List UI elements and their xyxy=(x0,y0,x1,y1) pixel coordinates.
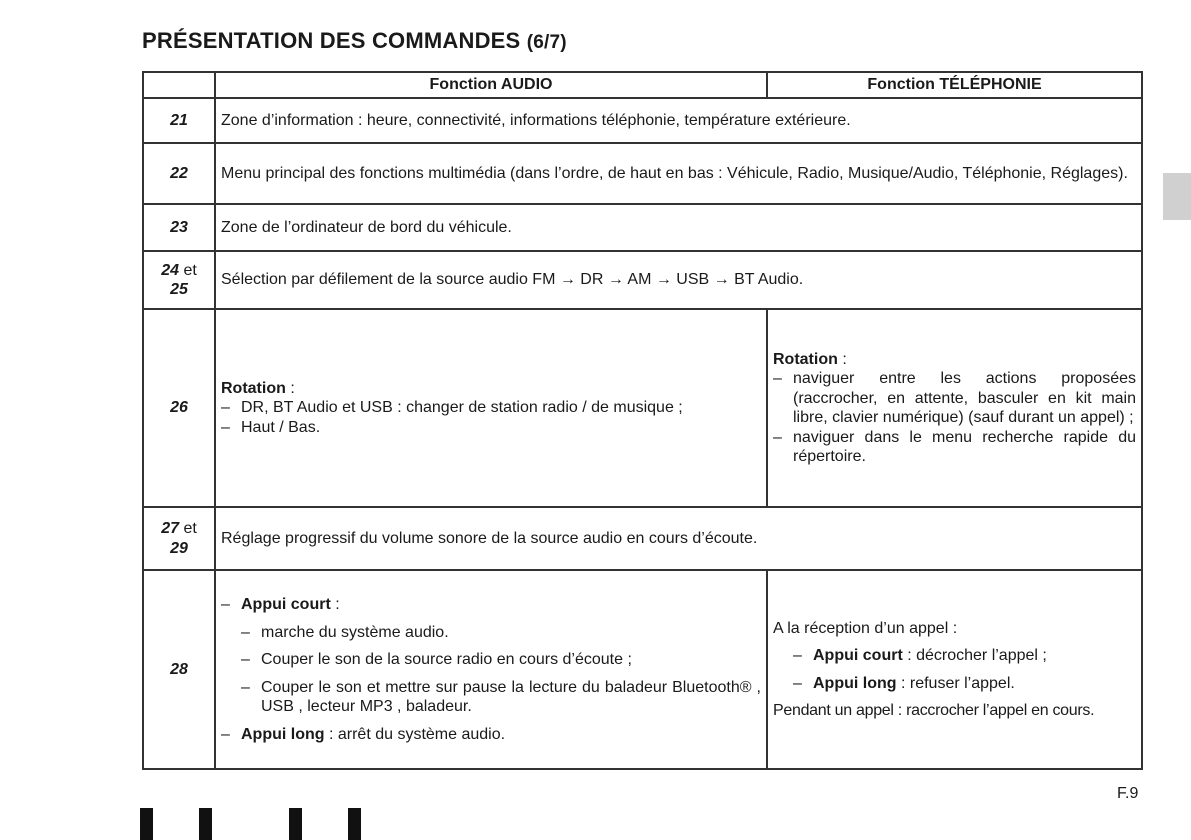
telephony-cell: A la réception d’un appel : – Appui court : décrocher l’appel ; – Appui long : refuser l’appel. Pendant un appel : raccrocher l’appel en cours. xyxy=(767,570,1142,769)
table-header-row xyxy=(143,72,1142,98)
crop-mark xyxy=(199,808,212,840)
table-row: 22 Menu principal des fonctions multimédia (dans l’ordre, de haut en bas : Véhicule, Radio, Musique/Audio, Téléphonie, Réglages). xyxy=(143,143,1142,204)
controls-table xyxy=(142,71,1143,770)
telephony-cell: Rotation : – naviguer entre les actions proposées (raccrocher, en attente, basculer en kit main libre, clavier numérique) (sauf durant un appel) ; – naviguer dans le menu recherche rapide du répertoire. xyxy=(767,309,1142,507)
table-row: 28 – Appui court : – marche du système audio. – Couper le son de la source radio en cours d’écoute ; – Couper le son et mettre sur pause la lecture du baladeur Bluetooth® , USB , lecteur MP3 , baladeur. – Appui long : arrêt du système audio. A la réception d’un appel : – Appui court : décrocher l’appel ; – Appui long : refuser l’appel. Pendant un appel : raccrocher l’appel en cours. xyxy=(143,570,1142,769)
table-row: 21 Zone d’information : heure, connectivité, informations téléphonie, température extérieure. xyxy=(143,98,1142,143)
crop-mark xyxy=(140,808,153,840)
header-telephony: Fonction TÉLÉPHONIE xyxy=(767,72,1142,98)
table-row: 26 Rotation : – DR, BT Audio et USB : changer de station radio / de musique ; – Haut / Bas. Rotation : – naviguer entre les actions proposées (raccrocher, en attente, basculer en kit main libre, clavier numérique) (sauf durant un appel) ; – naviguer dans le menu recherche rapide du répertoire. xyxy=(143,309,1142,507)
crop-mark xyxy=(348,808,361,840)
header-audio: Fonction AUDIO xyxy=(215,72,767,98)
crop-mark xyxy=(289,808,302,840)
table-row: 24 et 25 Sélection par défilement de la source audio FM → DR → AM → USB → BT Audio. xyxy=(143,251,1142,309)
table-row: 27 et 29 Réglage progressif du volume sonore de la source audio en cours d’écoute. xyxy=(143,507,1142,570)
table-row: 23 Zone de l’ordinateur de bord du véhicule. xyxy=(143,204,1142,251)
audio-cell: Rotation : – DR, BT Audio et USB : changer de station radio / de musique ; – Haut / Bas. xyxy=(215,309,767,507)
section-tab xyxy=(1163,173,1191,220)
audio-cell: – Appui court : – marche du système audio. – Couper le son de la source radio en cours d’écoute ; – Couper le son et mettre sur pause la lecture du baladeur Bluetooth® , USB , lecteur MP3 , baladeur. – Appui long : arrêt du système audio. xyxy=(215,570,767,769)
page-number: F.9 xyxy=(1117,785,1139,802)
page-title: PRÉSENTATION DES COMMANDES (6/7) xyxy=(142,28,567,53)
